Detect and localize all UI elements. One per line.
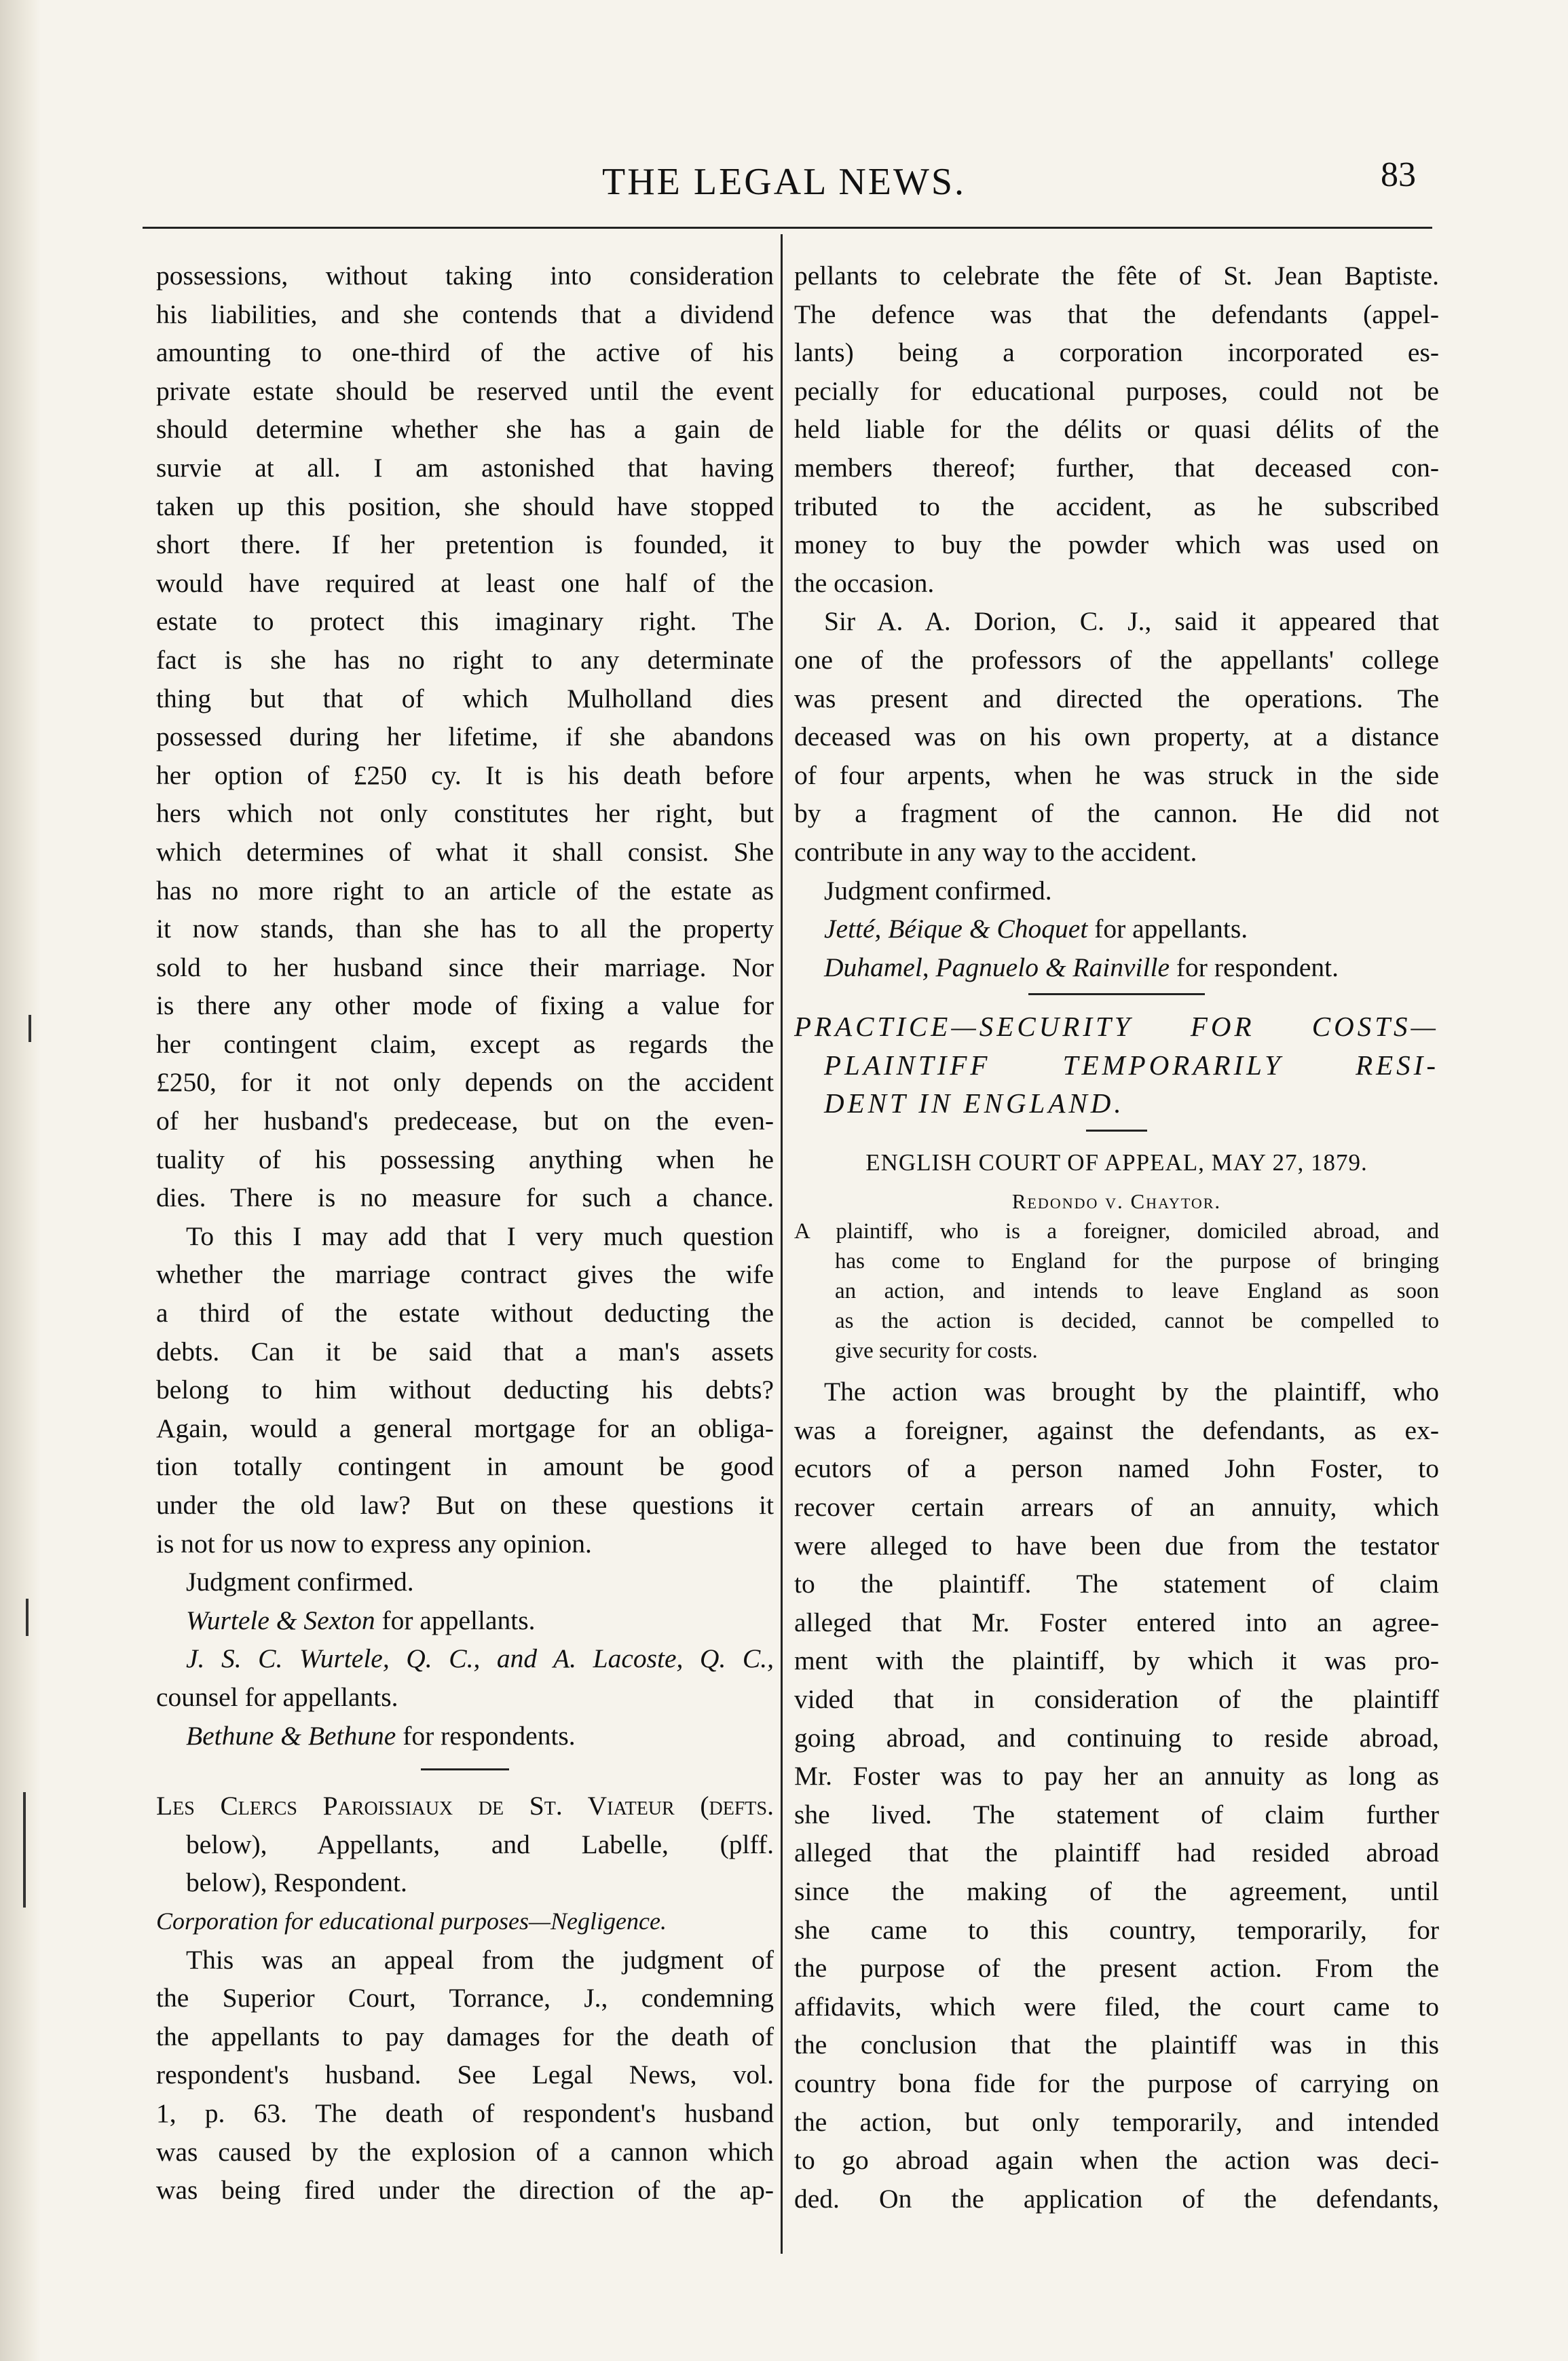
text-line: was a foreigner, against the defendants, as ex- <box>794 1415 1439 1445</box>
text-line: pecially for educational purposes, could not be <box>794 375 1439 406</box>
text-line: of four arpents, when he was struck in the side <box>794 760 1439 790</box>
case-name: Redondo v. Chaytor. <box>1011 1189 1222 1213</box>
headnote-line: A plaintiff, who is a foreigner, domiciled abroad, and <box>794 1219 1439 1244</box>
page-number: 83 <box>1381 155 1416 194</box>
text-line: This was an appeal from the judgment of <box>186 1944 774 1975</box>
text-line: recover certain arrears of an annuity, which <box>794 1492 1439 1523</box>
subject-line: Corporation for educational purposes—Negligence. <box>156 1907 667 1935</box>
text-line: respondent's husband. See Legal News, vol. <box>156 2060 774 2090</box>
text-line: has no more right to an article of the estate as <box>156 875 774 906</box>
text-line: one of the professors of the appellants' college <box>794 644 1439 675</box>
counsel-role: for respondent. <box>1176 952 1339 982</box>
paragraph <box>794 602 1439 871</box>
text-line: was being fired under the direction of the ap- <box>156 2175 774 2206</box>
paragraph <box>156 257 774 1217</box>
text-line: taken up this position, she should have stopped <box>156 491 774 521</box>
text-line: pellants to celebrate the fête of St. Jean Baptiste. <box>794 261 1439 291</box>
running-header-title: THE LEGAL NEWS. <box>602 161 966 203</box>
court-line: ENGLISH COURT OF APPEAL, MAY 27, 1879. <box>865 1149 1368 1176</box>
text-line: members thereof; further, that deceased con- <box>794 452 1439 483</box>
text-line: estate to protect this imaginary right. The <box>156 606 774 637</box>
text-line: she lived. The statement of claim further <box>794 1799 1439 1829</box>
text-line: vided that in consideration of the plaintiff <box>794 1684 1439 1714</box>
text-line: survie at all. I am astonished that having <box>156 452 774 483</box>
text-line: the appellants to pay damages for the death of <box>156 2021 774 2051</box>
text-line: ded. On the application of the defendants, <box>794 2183 1439 2214</box>
text-line: ment with the plaintiff, by which it was pro- <box>794 1646 1439 1676</box>
text-line: 1, p. 63. The death of respondent's husband <box>156 2098 774 2128</box>
text-line: a third of the estate without deducting the <box>156 1298 774 1328</box>
section-heading <box>794 1007 1439 1123</box>
text-line: sold to her husband since their marriage. Nor <box>156 952 774 982</box>
counsel-line <box>156 1717 774 1755</box>
text-line: tuality of his possessing anything when he <box>156 1144 774 1174</box>
text-line: money to buy the powder which was used on <box>794 529 1439 560</box>
text-line: short there. If her pretention is founded, it <box>156 529 774 560</box>
text-line: under the old law? But on these questions it <box>156 1490 774 1520</box>
text-line: by a fragment of the cannon. He did not <box>794 798 1439 829</box>
case-title-line: Les Clercs Paroissiaux de St. Viateur (defts. <box>156 1791 774 1821</box>
counsel-names: Wurtele & Sexton <box>186 1605 375 1635</box>
text-line: Again, would a general mortgage for an obliga- <box>156 1413 774 1443</box>
counsel-line <box>794 948 1439 987</box>
text-line: Mr. Foster was to pay her an annuity as long as <box>794 1761 1439 1791</box>
paragraph <box>156 1217 774 1563</box>
text-line: contribute in any way to the accident. <box>794 836 1197 867</box>
text-line: tion totally contingent in amount be good <box>156 1451 774 1482</box>
paragraph <box>156 1941 774 2210</box>
text-line: possessions, without taking into consideration <box>156 261 774 291</box>
text-line: lants) being a corporation incorporated es- <box>794 337 1439 368</box>
headnote <box>794 1216 1439 1366</box>
text-line: the purpose of the present action. From the <box>794 1953 1439 1984</box>
text-line: country bona fide for the purpose of carrying on <box>794 2068 1439 2098</box>
counsel-role: for appellants. <box>381 1605 536 1635</box>
heading-line: DENT IN ENGLAND. <box>824 1087 1125 1119</box>
scan-edge-shadow <box>0 0 41 2361</box>
text-line: possessed during her lifetime, if she abandons <box>156 722 774 752</box>
text-line: she came to this country, temporarily, for <box>794 1914 1439 1945</box>
text-line: the occasion. <box>794 568 935 598</box>
text-line: debts. Can it be said that a man's assets <box>156 1336 774 1367</box>
case-title-line: below), Respondent. <box>186 1867 407 1898</box>
text-line: £250, for it not only depends on the accident <box>156 1067 774 1098</box>
text-line: to the plaintiff. The statement of claim <box>794 1569 1439 1599</box>
text-line: thing but that of which Mulholland dies <box>156 683 774 713</box>
heading-line: PRACTICE—SECURITY FOR COSTS— <box>794 1011 1439 1043</box>
text-line: fact is she has no right to any determinate <box>156 644 774 675</box>
text-line: whether the marriage contract gives the wife <box>156 1259 774 1290</box>
counsel-line <box>156 1601 774 1640</box>
counsel-names: Jetté, Béique & Choquet <box>824 914 1088 944</box>
text-line: hers which not only constitutes her right, but <box>156 798 774 829</box>
text-line: deceased was on his own property, at a distance <box>794 722 1439 752</box>
text-line: it now stands, than she has to all the property <box>156 914 774 944</box>
text-line: is not for us now to express any opinion. <box>156 1528 592 1559</box>
text-line: since the making of the agreement, until <box>794 1876 1439 1906</box>
headnote-line: an action, and intends to leave England as soon <box>835 1279 1439 1304</box>
text-line: alleged that the plaintiff had resided abroad <box>794 1838 1439 1868</box>
counsel-names: Duhamel, Pagnuelo & Rainville <box>824 952 1170 982</box>
right-column <box>794 257 1439 2218</box>
text-line: the Superior Court, Torrance, J., condemning <box>156 1983 774 2013</box>
header-rule <box>143 227 1432 229</box>
headnote-line: has come to England for the purpose of bringing <box>835 1249 1439 1274</box>
text-line: would have required at least one half of the <box>156 568 774 598</box>
text-line: was caused by the explosion of a cannon which <box>156 2136 774 2167</box>
text-line: ecutors of a person named John Foster, to <box>794 1453 1439 1484</box>
counsel-line: counsel for appellants. <box>156 1681 398 1712</box>
counsel-line: J. S. C. Wurtele, Q. C., and A. Lacoste, Q. C., <box>186 1643 774 1674</box>
case-title-line: below), Appellants, and Labelle, (plff. <box>186 1829 774 1859</box>
column-divider <box>781 234 783 2254</box>
section-rule <box>1086 1130 1147 1132</box>
counsel-role: for appellants. <box>1094 914 1248 944</box>
text-line: her contingent claim, except as regards the <box>156 1028 774 1059</box>
text-line: the action, but only temporarily, and intended <box>794 2106 1439 2137</box>
counsel-names: Bethune & Bethune <box>186 1720 396 1751</box>
counsel-role: for respondents. <box>403 1720 576 1751</box>
text-line: is there any other mode of fixing a value for <box>156 990 774 1021</box>
text-line: going abroad, and continuing to reside abroad, <box>794 1722 1439 1753</box>
margin-mark <box>26 1599 29 1636</box>
paragraph <box>794 257 1439 602</box>
case-title <box>156 1787 774 1902</box>
text-line: private estate should be reserved until the event <box>156 375 774 406</box>
headnote-line: give security for costs. <box>835 1339 1038 1364</box>
counsel-line <box>794 910 1439 948</box>
heading-line: PLAINTIFF TEMPORARILY RESI- <box>824 1049 1439 1081</box>
headnote-line: as the action is decided, cannot be compelled to <box>835 1309 1439 1334</box>
section-rule <box>421 1768 509 1770</box>
text-line: which determines of what it shall consist. She <box>156 836 774 867</box>
text-line: should determine whether she has a gain de <box>156 414 774 445</box>
text-line: were alleged to have been due from the testator <box>794 1530 1439 1561</box>
text-line: dies. There is no measure for such a chance. <box>156 1183 774 1213</box>
text-line: The action was brought by the plaintiff, who <box>824 1377 1439 1407</box>
margin-mark <box>23 1792 26 1908</box>
text-line: amounting to one-third of the active of his <box>156 337 774 368</box>
text-line: was present and directed the operations. The <box>794 683 1439 713</box>
text-line: to go abroad again when the action was deci- <box>794 2145 1439 2176</box>
section-rule <box>1028 993 1205 995</box>
text-line: Sir A. A. Dorion, C. J., said it appeared that <box>824 606 1439 637</box>
text-line: belong to him without deducting his debts? <box>156 1375 774 1405</box>
text-line: the conclusion that the plaintiff was in this <box>794 2030 1439 2060</box>
judgment-line: Judgment confirmed. <box>186 1567 414 1597</box>
text-line: The defence was that the defendants (appel- <box>794 299 1439 329</box>
left-column <box>156 257 774 2210</box>
text-line: To this I may add that I very much question <box>186 1221 774 1251</box>
text-line: held liable for the délits or quasi délits of the <box>794 414 1439 445</box>
text-line: of her husband's predecease, but on the even- <box>156 1106 774 1136</box>
text-line: tributed to the accident, as he subscribed <box>794 491 1439 521</box>
margin-mark <box>29 1015 31 1042</box>
text-line: his liabilities, and she contends that a dividend <box>156 299 774 329</box>
judgment-line: Judgment confirmed. <box>824 875 1052 906</box>
text-line: alleged that Mr. Foster entered into an agree- <box>794 1607 1439 1637</box>
text-line: affidavits, which were filed, the court came to <box>794 1991 1439 2022</box>
text-line: her option of £250 cy. It is his death before <box>156 760 774 790</box>
paragraph <box>794 1373 1439 2218</box>
